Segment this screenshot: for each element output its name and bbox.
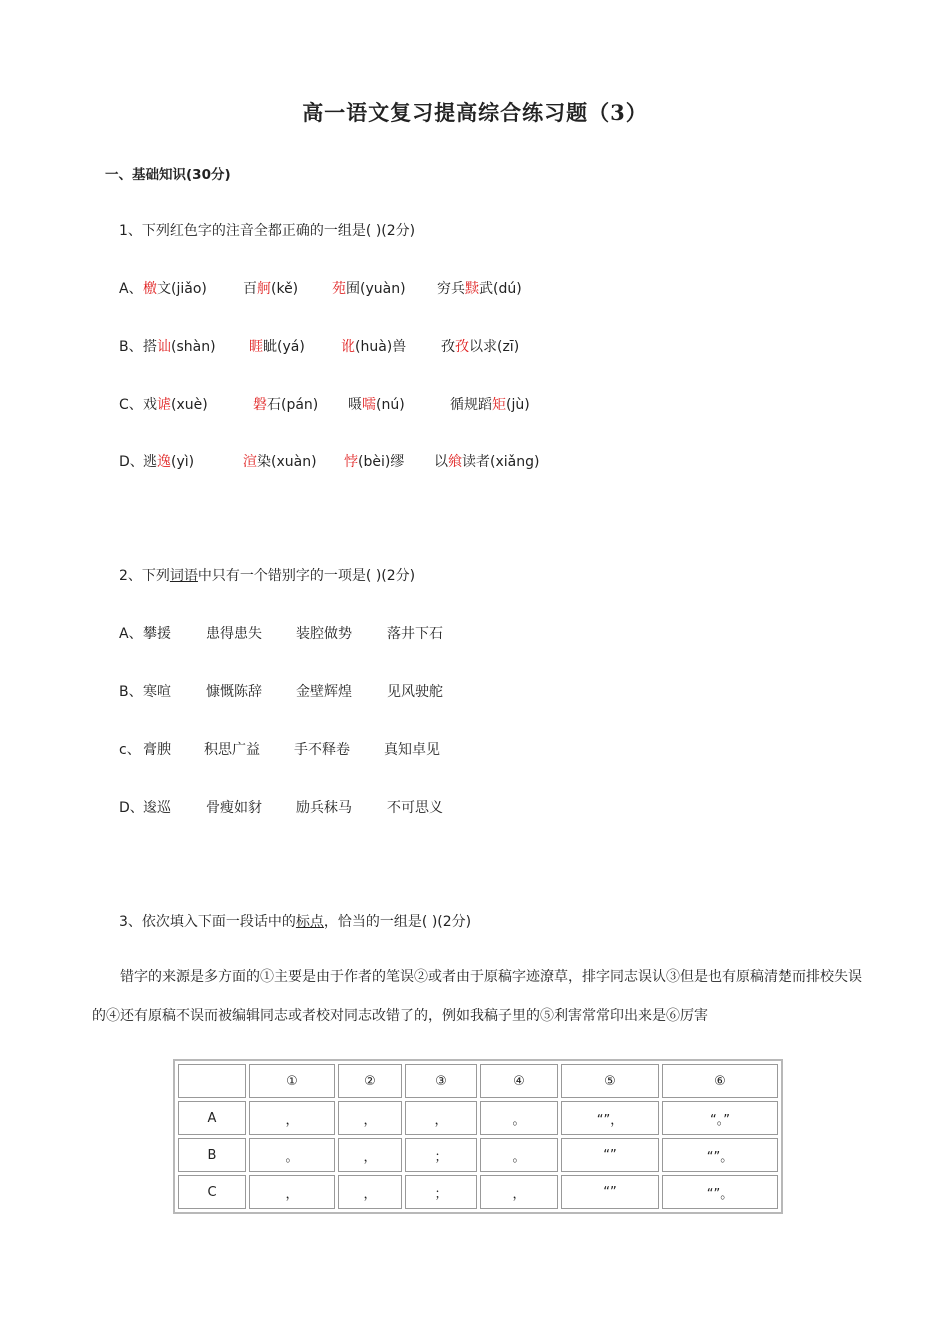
item-text: 石(pán)	[267, 397, 319, 413]
option-item: 患得患失	[206, 626, 262, 642]
option-item: 手不释卷	[294, 742, 350, 758]
table-cell: ，	[338, 1138, 402, 1172]
option-item: 真知卓见	[384, 742, 440, 758]
item-text: 循规蹈	[450, 397, 492, 413]
table-row	[178, 1138, 778, 1172]
option-item	[243, 278, 298, 298]
option-label: D、	[119, 800, 144, 816]
table-header-cell: ⑥	[662, 1064, 778, 1098]
table-cell: “。”	[662, 1101, 778, 1135]
item-text: 武(dú)	[479, 281, 522, 297]
highlighted-character: 苑	[332, 281, 346, 297]
option-item	[348, 394, 405, 414]
option-label: A、	[119, 281, 143, 297]
table-cell: A	[178, 1101, 246, 1135]
table-row	[178, 1175, 778, 1209]
option-item	[143, 394, 208, 414]
option-label: C、	[119, 397, 143, 413]
option-label: B、	[119, 339, 143, 355]
highlighted-character: 渲	[243, 454, 257, 470]
item-text: 嗫	[348, 397, 362, 413]
item-text: 以	[434, 454, 448, 470]
option-label: c、	[119, 742, 141, 758]
item-text: 读者(xiǎng)	[462, 454, 540, 470]
table-cell: “”。	[662, 1138, 778, 1172]
option-item: 见风驶舵	[387, 684, 443, 700]
option-item: 攀援	[143, 626, 171, 642]
option-item: 金壁辉煌	[296, 684, 352, 700]
table-cell: ；	[405, 1175, 477, 1209]
option-item	[253, 394, 318, 414]
option-label: B、	[119, 684, 143, 700]
option-item	[434, 451, 539, 471]
option-item	[143, 336, 216, 356]
highlighted-character: 矩	[492, 397, 506, 413]
option-item: 励兵秣马	[296, 800, 352, 816]
table-header-cell: ③	[405, 1064, 477, 1098]
item-text: 百	[243, 281, 257, 297]
item-text: (yì)	[171, 454, 195, 470]
highlighted-character: 悖	[344, 454, 358, 470]
highlighted-character: 睚	[249, 339, 263, 355]
question-1-stem: 1、下列红色字的注音全都正确的一组是( )(2分)	[119, 223, 416, 239]
table-cell: 。	[249, 1138, 335, 1172]
option-item: 不可思义	[387, 800, 443, 816]
table-cell: C	[178, 1175, 246, 1209]
table-cell: B	[178, 1138, 246, 1172]
item-text: 穷兵	[437, 281, 465, 297]
table-header-cell: ④	[480, 1064, 558, 1098]
item-text: 眦(yá)	[263, 339, 305, 355]
table-cell: ，	[480, 1175, 558, 1209]
option-item: 慷慨陈辞	[206, 684, 262, 700]
option-item	[143, 451, 194, 471]
option-item: 膏腴	[143, 742, 171, 758]
table-cell: ，	[249, 1101, 335, 1135]
item-text: (jù)	[506, 397, 530, 413]
item-text: 戏	[143, 397, 157, 413]
highlighted-character: 飨	[448, 454, 462, 470]
option-item	[437, 278, 522, 298]
table-header-cell	[178, 1064, 246, 1098]
question-2-stem-underlined: 词语	[169, 568, 198, 584]
item-text: 文(jiǎo)	[157, 281, 207, 297]
option-item	[332, 278, 406, 298]
highlighted-character: 嚅	[362, 397, 376, 413]
item-text: (xuè)	[171, 397, 208, 413]
item-text: (nú)	[376, 397, 405, 413]
item-text: (kě)	[271, 281, 299, 297]
table-cell: 。	[480, 1101, 558, 1135]
question-2-stem	[119, 565, 415, 585]
option-item	[243, 451, 317, 471]
highlighted-character: 孜	[455, 339, 469, 355]
option-item	[344, 451, 404, 471]
table-cell: “”，	[561, 1101, 659, 1135]
highlighted-character: 讪	[157, 339, 171, 355]
table-header-cell: ⑤	[561, 1064, 659, 1098]
option-item: 寒喧	[143, 684, 171, 700]
question-3-stem-a: 3、依次填入下面一段话中的	[119, 914, 296, 930]
option-item	[249, 336, 305, 356]
question-3-stem-underlined: 标点	[295, 914, 324, 930]
item-text: 孜	[441, 339, 455, 355]
item-text: (bèi)缪	[358, 454, 405, 470]
option-item: 落井下石	[387, 626, 443, 642]
table-cell: ；	[405, 1138, 477, 1172]
table-cell: ，	[338, 1175, 402, 1209]
table-cell: ，	[405, 1101, 477, 1135]
table-row	[178, 1101, 778, 1135]
table-header-cell: ①	[249, 1064, 335, 1098]
highlighted-character: 讹	[341, 339, 355, 355]
option-label: A、	[119, 626, 143, 642]
highlighted-character: 黩	[465, 281, 479, 297]
highlighted-character: 谑	[157, 397, 171, 413]
option-item: 逡巡	[143, 800, 171, 816]
question-2-stem-b: 中只有一个错别字的一项是( )(2分)	[197, 568, 416, 584]
option-item: 积思广益	[204, 742, 260, 758]
item-text: 逃	[143, 454, 157, 470]
option-item	[441, 336, 519, 356]
item-text: 染(xuàn)	[257, 454, 317, 470]
option-item	[341, 336, 406, 356]
option-label: D、	[119, 454, 144, 470]
option-item: 装腔做势	[296, 626, 352, 642]
question-3-paragraph: 错字的来源是多方面的①主要是由于作者的笔误②或者由于原稿字迹潦草，排字同志误认③但是也有原稿清楚而排校失误的④还有原稿不误而被编辑同志或者校对同志改错了的，例如我稿子里的⑤利害常常印出来是⑥厉害	[92, 969, 862, 1024]
table-cell: “”。	[662, 1175, 778, 1209]
table-cell: ，	[338, 1101, 402, 1135]
table-cell: ，	[249, 1175, 335, 1209]
option-item: 骨瘦如豺	[206, 800, 262, 816]
option-item	[450, 394, 530, 414]
question-3-stem-b: ，恰当的一组是( )(2分)	[323, 914, 472, 930]
table-cell: “”	[561, 1175, 659, 1209]
question-2-stem-a: 2、下列	[119, 568, 170, 584]
punctuation-table	[173, 1059, 783, 1214]
table-cell: “”	[561, 1138, 659, 1172]
highlighted-character: 磐	[253, 397, 267, 413]
section-heading: 一、基础知识(30分)	[105, 167, 231, 183]
page-title: 高一语文复习提高综合练习题（3）	[302, 100, 648, 125]
table-header-row	[178, 1064, 778, 1098]
table-cell: 。	[480, 1138, 558, 1172]
item-text: (shàn)	[171, 339, 216, 355]
option-item	[143, 278, 207, 298]
item-text: 搭	[143, 339, 157, 355]
highlighted-character: 檄	[143, 281, 157, 297]
item-text: 囿(yuàn)	[346, 281, 406, 297]
item-text: 以求(zī)	[469, 339, 520, 355]
item-text: (huà)兽	[355, 339, 407, 355]
highlighted-character: 逸	[157, 454, 171, 470]
table-header-cell: ②	[338, 1064, 402, 1098]
question-3-stem	[119, 911, 471, 931]
highlighted-character: 舸	[257, 281, 271, 297]
